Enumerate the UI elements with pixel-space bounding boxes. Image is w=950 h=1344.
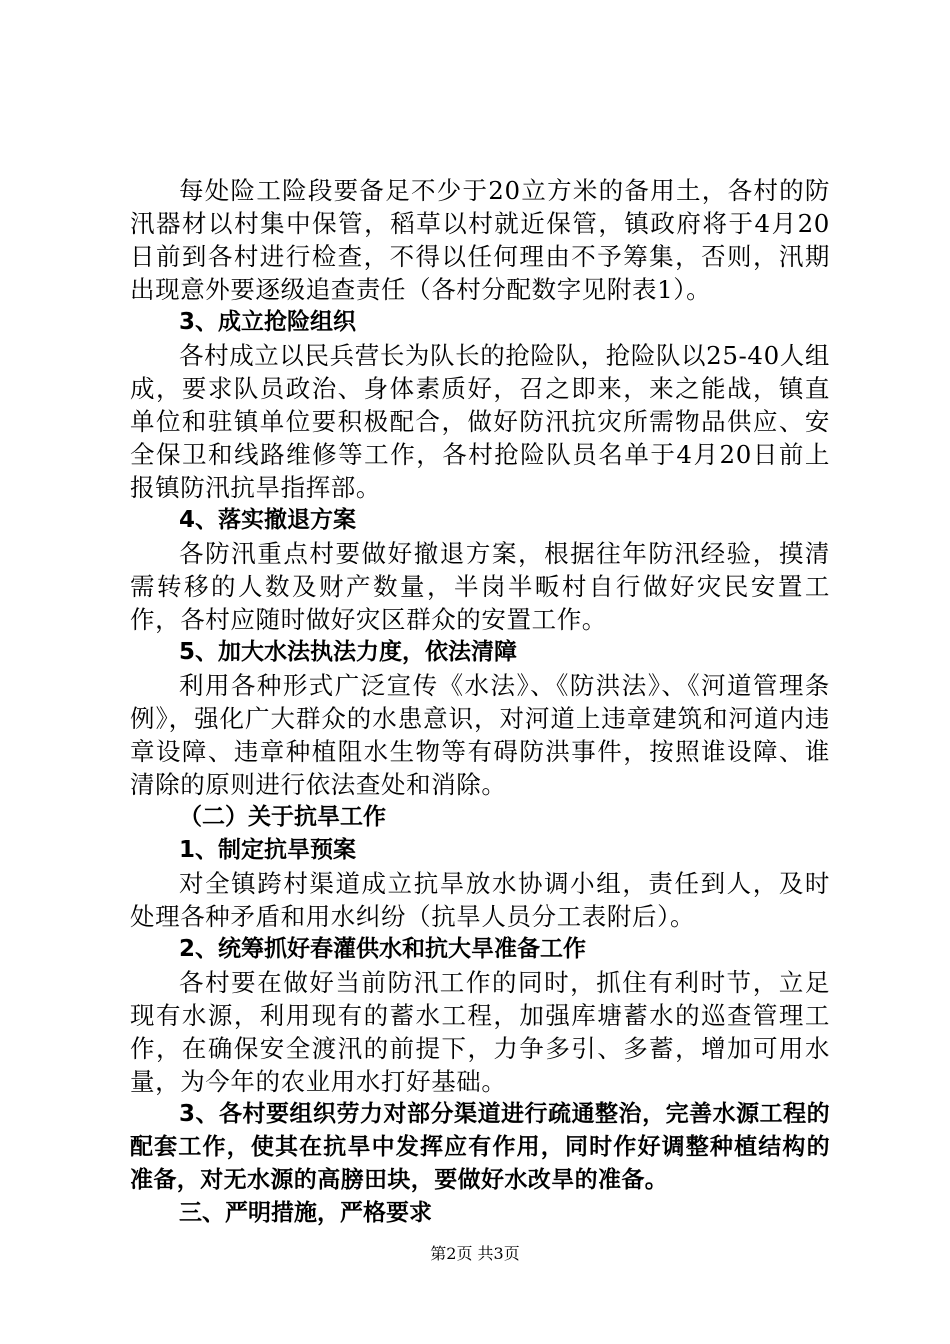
paragraph-drought-plan: 对全镇跨村渠道成立抗旱放水协调小组，责任到人，及时处理各种矛盾和用水纠纷（抗旱人员分工表附后）。 (130, 869, 830, 931)
heading-drought-plan: 1、制定抗旱预案 (179, 837, 357, 863)
paragraph-evacuation: 各防汛重点村要做好撤退方案，根据往年防汛经验，摸清需转移的人数及财产数量，半岗半畈村自行做好灾民安置工作，各村应随时做好灾区群众的安置工作。 (130, 539, 830, 634)
paragraph-water-law: 利用各种形式广泛宣传《水法》、《防洪法》、《河道管理条例》，强化广大群众的水患意识，对河道上违章建筑和河道内违章设障、违章种植阻水生物等有碍防洪事件，按照谁设障、谁清除的原则进行依法查处和消除。 (130, 671, 830, 799)
heading-strict-measures: 三、严明措施，严格要求 (179, 1200, 432, 1226)
heading-drought-work: （二）关于抗旱工作 (179, 804, 386, 830)
heading-evacuation-plan: 4、落实撤退方案 (179, 507, 357, 533)
heading-spring-irrigation: 2、统筹抓好春灌供水和抗大旱准备工作 (179, 936, 587, 962)
heading-water-law: 5、加大水法执法力度，依法清障 (179, 639, 518, 665)
document-body (130, 174, 830, 1230)
heading-rescue-organization: 3、成立抢险组织 (179, 309, 357, 335)
page-number-footer: 第2页 共3页 (430, 1244, 520, 1263)
paragraph-rescue-team: 各村成立以民兵营长为队长的抢险队，抢险队以25-40人组成，要求队员政治、身体素质好，召之即来，来之能战，镇直单位和驻镇单位要积极配合，做好防汛抗灾所需物品供应、安全保卫和线路维修等工作，各村抢险队员名单于4月20日前上报镇防汛抗旱指挥部。 (130, 341, 830, 502)
paragraph-canal-dredging: 3、各村要组织劳力对部分渠道进行疏通整治，完善水源工程的配套工作，使其在抗旱中发挥应有作用，同时作好调整种植结构的准备，对无水源的高膀田块，要做好水改旱的准备。 (130, 1101, 830, 1193)
paragraph-flood-materials: 每处险工险段要备足不少于20立方米的备用土，各村的防汛器材以村集中保管，稻草以村就近保管，镇政府将于4月20日前到各村进行检查，不得以任何理由不予筹集，否则，汛期出现意外要逐级追查责任（各村分配数字见附表1）。 (130, 176, 830, 304)
paragraph-spring-irrigation: 各村要在做好当前防汛工作的同时，抓住有利时节，立足现有水源，利用现有的蓄水工程，加强库塘蓄水的巡查管理工作，在确保安全渡汛的前提下，力争多引、多蓄，增加可用水量，为今年的农业用水打好基础。 (130, 968, 830, 1096)
